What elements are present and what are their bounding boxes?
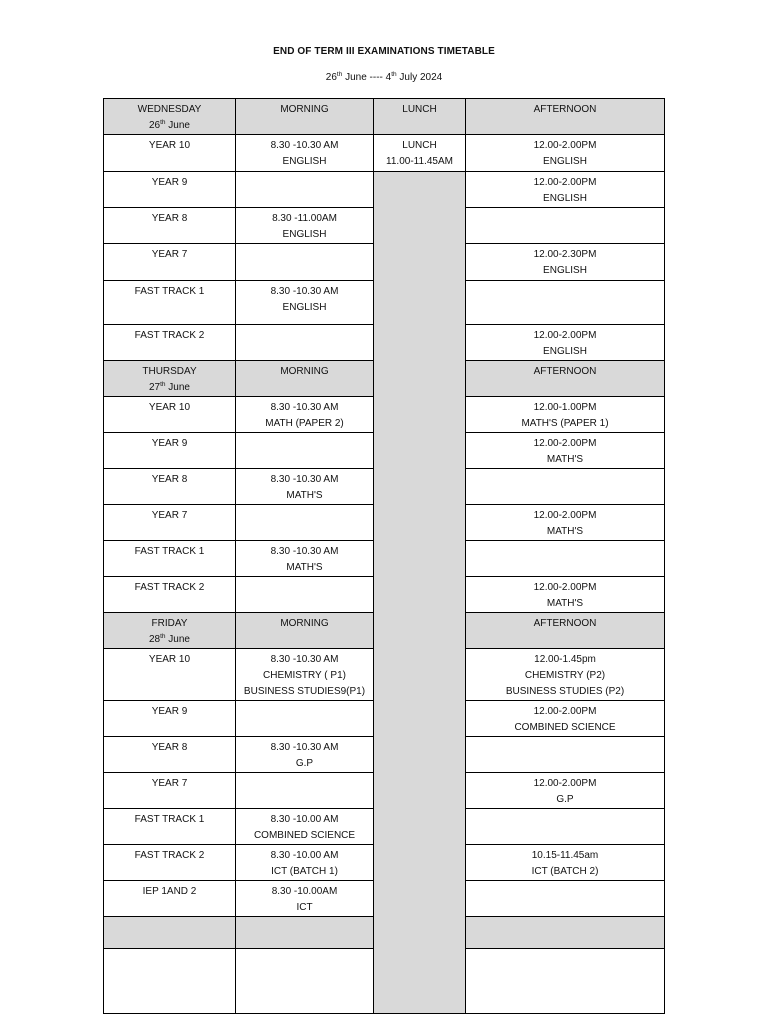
- afternoon-time: 12.00-2.00PM: [533, 706, 597, 717]
- morning-time: 8.30 -10.00 AM: [270, 814, 339, 825]
- afternoon-time: 12.00-2.00PM: [533, 177, 597, 188]
- morning-cell: [236, 244, 374, 281]
- afternoon-time: 12.00-2.00PM: [533, 438, 597, 449]
- morning-subject-2: BUSINESS STUDIES9(P1): [243, 686, 366, 697]
- day-cell: [104, 99, 236, 135]
- document-title: END OF TERM III EXAMINATIONS TIMETABLE: [273, 46, 495, 57]
- group-cell: YEAR 8: [104, 208, 236, 244]
- group-cell: YEAR 10: [104, 135, 236, 172]
- day-name: FRIDAY: [151, 618, 188, 629]
- afternoon-time: 12.00-1.45pm: [534, 654, 596, 665]
- date-suffix: th: [160, 381, 166, 388]
- morning-subject: MATH (PAPER 2): [265, 418, 344, 429]
- morning-cell: [236, 281, 374, 325]
- morning-subject: ENGLISH: [282, 302, 327, 313]
- table-row: [104, 172, 665, 208]
- morning-cell: [236, 541, 374, 577]
- afternoon-cell: [466, 505, 665, 541]
- afternoon-cell: [466, 649, 665, 701]
- afternoon-cell: [466, 397, 665, 433]
- afternoon-cell: [466, 172, 665, 208]
- date-num: 28: [148, 634, 161, 645]
- afternoon-subject: MATH'S (PAPER 1): [521, 418, 609, 429]
- group-cell: YEAR 7: [104, 505, 236, 541]
- afternoon-cell: [466, 577, 665, 613]
- group-cell: YEAR 10: [104, 397, 236, 433]
- date-range: [0, 72, 768, 83]
- morning-cell: [236, 397, 374, 433]
- day-date: [106, 380, 233, 396]
- morning-cell: [236, 577, 374, 613]
- afternoon-subject: MATH'S: [546, 454, 584, 465]
- start-suffix: th: [336, 71, 343, 78]
- afternoon-time: 12.00-2.00PM: [533, 330, 597, 341]
- morning-cell: [236, 809, 374, 845]
- morning-header: MORNING: [236, 613, 374, 649]
- day-header-row: [104, 99, 665, 135]
- afternoon-cell: [466, 244, 665, 281]
- group-cell: FAST TRACK 1: [104, 281, 236, 325]
- date-num: 26: [148, 120, 161, 131]
- morning-cell: [236, 433, 374, 469]
- morning-time: 8.30 -10.30 AM: [270, 286, 339, 297]
- afternoon-header: AFTERNOON: [466, 99, 665, 135]
- morning-header: MORNING: [236, 361, 374, 397]
- afternoon-cell: [466, 737, 665, 773]
- group-cell: FAST TRACK 2: [104, 577, 236, 613]
- date-num: 27: [148, 382, 161, 393]
- morning-cell: [236, 325, 374, 361]
- day-cell: [104, 613, 236, 649]
- afternoon-cell: [466, 701, 665, 737]
- afternoon-cell: [466, 845, 665, 881]
- start-day: 26: [325, 72, 337, 83]
- date-month: June: [165, 634, 190, 645]
- afternoon-time: 12.00-2.00PM: [533, 510, 597, 521]
- morning-cell: [236, 773, 374, 809]
- afternoon-subject: COMBINED SCIENCE: [514, 722, 616, 733]
- morning-subject: ENGLISH: [282, 229, 327, 240]
- day-date: [106, 632, 233, 648]
- group-cell: YEAR 8: [104, 737, 236, 773]
- afternoon-subject-2: BUSINESS STUDIES (P2): [505, 686, 625, 697]
- lunch-label: LUNCH: [402, 140, 437, 151]
- afternoon-subject: CHEMISTRY (P2): [524, 670, 606, 681]
- morning-subject: MATH'S: [286, 490, 323, 501]
- group-cell: YEAR 9: [104, 172, 236, 208]
- group-cell: IEP 1AND 2: [104, 881, 236, 917]
- afternoon-time: 12.00-2.00PM: [533, 778, 597, 789]
- morning-subject: G.P: [295, 758, 314, 769]
- afternoon-time: 12.00-2.00PM: [533, 582, 597, 593]
- afternoon-subject: ICT (BATCH 2): [531, 866, 599, 877]
- afternoon-header: AFTERNOON: [466, 613, 665, 649]
- morning-cell: [236, 469, 374, 505]
- end-day: 4: [385, 72, 392, 83]
- afternoon-subject: G.P: [556, 794, 574, 805]
- morning-time: 8.30 -10.30 AM: [270, 742, 339, 753]
- group-cell: FAST TRACK 2: [104, 325, 236, 361]
- morning-subject: ENGLISH: [282, 156, 327, 167]
- end-suffix: th: [391, 71, 397, 78]
- afternoon-cell: [466, 281, 665, 325]
- date-suffix: th: [160, 119, 166, 126]
- afternoon-time: 12.00-1.00PM: [533, 402, 597, 413]
- afternoon-cell: [466, 135, 665, 172]
- group-cell: YEAR 9: [104, 701, 236, 737]
- afternoon-cell: [466, 469, 665, 505]
- morning-time: 8.30 -10.00 AM: [270, 850, 339, 861]
- morning-cell: [236, 208, 374, 244]
- lunch-header: LUNCH: [374, 99, 466, 135]
- afternoon-cell: [466, 773, 665, 809]
- morning-cell: [236, 881, 374, 917]
- end-rest: July 2024: [396, 72, 443, 83]
- morning-subject: COMBINED SCIENCE: [253, 830, 356, 841]
- day-date: [106, 118, 233, 134]
- group-cell: YEAR 7: [104, 244, 236, 281]
- morning-time: 8.30 -10.00AM: [271, 886, 338, 897]
- morning-cell: [236, 701, 374, 737]
- morning-cell: [236, 505, 374, 541]
- group-cell: YEAR 9: [104, 433, 236, 469]
- table-row: [104, 135, 665, 172]
- morning-cell: [236, 172, 374, 208]
- afternoon-subject: ENGLISH: [543, 193, 587, 204]
- empty-cell: [466, 949, 665, 1014]
- group-cell: FAST TRACK 1: [104, 541, 236, 577]
- afternoon-subject: ENGLISH: [543, 346, 587, 357]
- empty-cell: [236, 949, 374, 1014]
- morning-subject: MATH'S: [286, 562, 323, 573]
- day-cell: [104, 361, 236, 397]
- start-month: June ----: [342, 72, 386, 83]
- afternoon-header: AFTERNOON: [466, 361, 665, 397]
- afternoon-cell: [466, 208, 665, 244]
- afternoon-cell: [466, 881, 665, 917]
- afternoon-cell: [466, 809, 665, 845]
- group-cell: FAST TRACK 1: [104, 809, 236, 845]
- group-cell: YEAR 8: [104, 469, 236, 505]
- group-cell: YEAR 10: [104, 649, 236, 701]
- morning-subject: ICT: [296, 902, 313, 913]
- day-name: WEDNESDAY: [137, 104, 202, 115]
- afternoon-cell: [466, 325, 665, 361]
- afternoon-time: 10.15-11.45am: [531, 850, 599, 861]
- afternoon-subject: MATH'S: [546, 598, 584, 609]
- morning-time: 8.30 -10.30 AM: [270, 654, 339, 665]
- date-month: June: [165, 382, 190, 393]
- lunch-column-fill: [374, 172, 466, 1014]
- group-cell: FAST TRACK 2: [104, 845, 236, 881]
- group-cell: YEAR 7: [104, 773, 236, 809]
- morning-subject: ICT (BATCH 1): [271, 866, 338, 877]
- afternoon-time: 12.00-2.30PM: [533, 249, 597, 260]
- morning-time: 8.30 -11.00AM: [272, 213, 337, 224]
- empty-cell: [104, 949, 236, 1014]
- lunch-time: 11.00-11.45AM: [386, 156, 453, 167]
- empty-cell: [236, 917, 374, 949]
- morning-cell: [236, 845, 374, 881]
- morning-subject: CHEMISTRY ( P1): [263, 670, 346, 681]
- morning-cell: [236, 649, 374, 701]
- morning-time: 8.30 -10.30 AM: [270, 402, 339, 413]
- morning-header: MORNING: [236, 99, 374, 135]
- morning-time: 8.30 -10.30 AM: [270, 474, 339, 485]
- timetable: [103, 98, 665, 1014]
- morning-time: 8.30 -10.30 AM: [270, 546, 339, 557]
- day-name: THURSDAY: [142, 366, 197, 377]
- morning-cell: [236, 737, 374, 773]
- empty-cell: [104, 917, 236, 949]
- afternoon-cell: [466, 433, 665, 469]
- empty-cell: [466, 917, 665, 949]
- afternoon-subject: ENGLISH: [543, 265, 587, 276]
- morning-cell: [236, 135, 374, 172]
- lunch-break-cell: [374, 135, 466, 172]
- date-month: June: [165, 120, 190, 131]
- date-suffix: th: [160, 633, 166, 640]
- afternoon-cell: [466, 541, 665, 577]
- afternoon-time: 12.00-2.00PM: [533, 140, 597, 151]
- afternoon-subject: MATH'S: [546, 526, 584, 537]
- morning-time: 8.30 -10.30 AM: [270, 140, 339, 151]
- afternoon-subject: ENGLISH: [543, 156, 587, 167]
